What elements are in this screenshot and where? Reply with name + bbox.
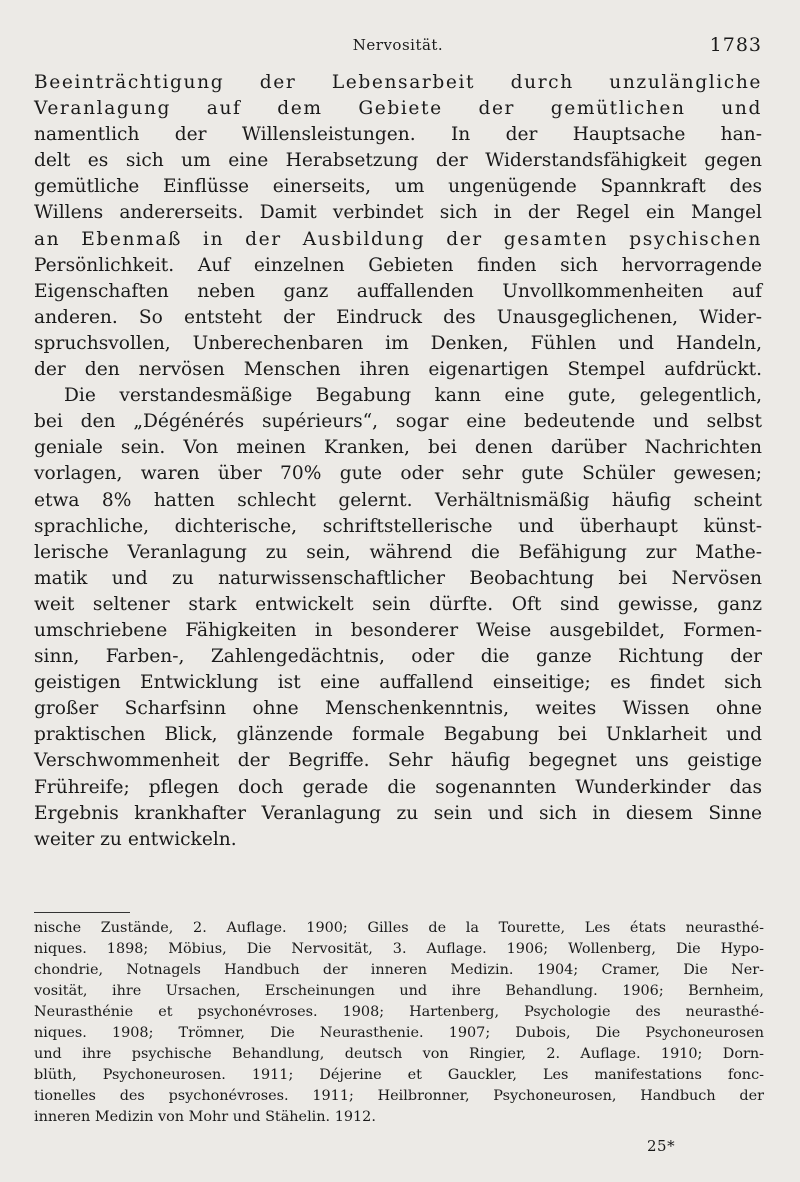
text-line: der den nervösen Menschen ihren eigenartigen Stempel aufdrückt. — [34, 359, 762, 381]
printer-signature-mark: 25* — [647, 1137, 676, 1155]
footnote-line: tionelles des psychonévroses. 1911; Heilbronner, Psychoneurosen, Handbuch der — [34, 1088, 764, 1104]
text-line: geistigen Entwicklung ist eine auffallend einseitige; es findet sich — [34, 672, 762, 694]
footnote-line: inneren Medizin von Mohr und Stähelin. 1912. — [34, 1109, 376, 1125]
text-line: Beeinträchtigung der Lebensarbeit durch unzulängliche — [34, 72, 762, 93]
text-line: weit seltener stark entwickelt sein dürfte. Oft sind gewisse, ganz — [34, 593, 762, 615]
text-line: spruchsvollen, Unberechenbaren im Denken, Fühlen und Handeln, — [34, 332, 762, 354]
footnotes — [34, 918, 764, 1128]
text-line: Die verstandesmäßige Begabung kann eine gute, gelegentlich, — [64, 385, 762, 407]
text-line: Frühreife; pflegen doch gerade die sogenannten Wunderkinder das — [34, 776, 762, 798]
text-line: Eigenschaften neben ganz auffallenden Unvollkommenheiten auf — [34, 280, 762, 302]
text-line: praktischen Blick, glänzende formale Begabung bei Unklarheit und — [34, 724, 762, 746]
text-line: bei den „Dégénérés supérieurs“, sogar eine bedeutende und selbst — [34, 411, 762, 433]
text-line: Verschwommenheit der Begriffe. Sehr häufig begegnet uns geistige — [34, 750, 762, 772]
text-line: weiter zu entwickeln. — [34, 828, 237, 850]
text-line: geniale sein. Von meinen Kranken, bei denen darüber Nachrichten — [34, 437, 762, 459]
text-line: umschriebene Fähigkeiten in besonderer Weise ausgebildet, Formen- — [34, 619, 762, 641]
running-title: Nervosität. — [352, 36, 444, 54]
text-line: anderen. So entsteht der Eindruck des Unausgeglichenen, Wider- — [34, 306, 762, 328]
footnote-line: blüth, Psychoneurosen. 1911; Déjerine et Gauckler, Les manifestations fonc- — [34, 1067, 764, 1083]
text-line: matik und zu naturwissenschaftlicher Beobachtung bei Nervösen — [34, 567, 762, 589]
text-line: an Ebenmaß in der Ausbildung der gesamten psychischen — [34, 228, 762, 250]
page-header — [34, 34, 762, 58]
text-line: vorlagen, waren über 70% gute oder sehr gute Schüler gewesen; — [34, 463, 762, 485]
footnote-line: niques. 1898; Möbius, Die Nervosität, 3. Auflage. 1906; Wollenberg, Die Hypo- — [34, 941, 764, 957]
text-line: sinn, Farben-, Zahlengedächtnis, oder die ganze Richtung der — [34, 646, 762, 668]
text-line: Veranlagung auf dem Gebiete der gemütlichen und — [34, 98, 762, 120]
text-line: delt es sich um eine Herabsetzung der Widerstandsfähigkeit gegen — [34, 150, 762, 172]
text-line: namentlich der Willensleistungen. In der Hauptsache han- — [34, 124, 762, 146]
text-line: etwa 8% hatten schlecht gelernt. Verhältnismäßig häufig scheint — [34, 489, 762, 511]
text-line: Ergebnis krankhafter Veranlagung zu sein und sich in diesem Sinne — [34, 802, 762, 824]
footnote-divider — [34, 912, 130, 913]
footnote-line: vosität, ihre Ursachen, Erscheinungen und ihre Behandlung. 1906; Bernheim, — [34, 983, 764, 999]
page-number: 1783 — [709, 34, 762, 56]
footnote-line: und ihre psychische Behandlung, deutsch von Ringier, 2. Auflage. 1910; Dorn- — [34, 1046, 764, 1062]
footnote-line: nische Zustände, 2. Auflage. 1900; Gilles de la Tourette, Les états neurasthé- — [34, 920, 764, 936]
text-line: sprachliche, dichterische, schriftstellerische und überhaupt künst- — [34, 515, 762, 537]
body-text — [34, 70, 762, 853]
text-line: Willens andererseits. Damit verbindet sich in der Regel ein Mangel — [34, 202, 762, 224]
footnote-line: chondrie, Notnagels Handbuch der inneren Medizin. 1904; Cramer, Die Ner- — [34, 962, 764, 978]
text-line: gemütliche Einflüsse einerseits, um ungenügende Spannkraft des — [34, 176, 762, 198]
footnote-line: Neurasthénie et psychonévroses. 1908; Hartenberg, Psychologie des neurasthé- — [34, 1004, 764, 1020]
text-line: großer Scharfsinn ohne Menschenkenntnis, weites Wissen ohne — [34, 698, 762, 720]
text-line: lerische Veranlagung zu sein, während die Befähigung zur Mathe- — [34, 541, 762, 563]
text-line: Persönlichkeit. Auf einzelnen Gebieten finden sich hervorragende — [34, 254, 762, 276]
footnote-line: niques. 1908; Trömner, Die Neurasthenie. 1907; Dubois, Die Psychoneurosen — [34, 1025, 764, 1041]
